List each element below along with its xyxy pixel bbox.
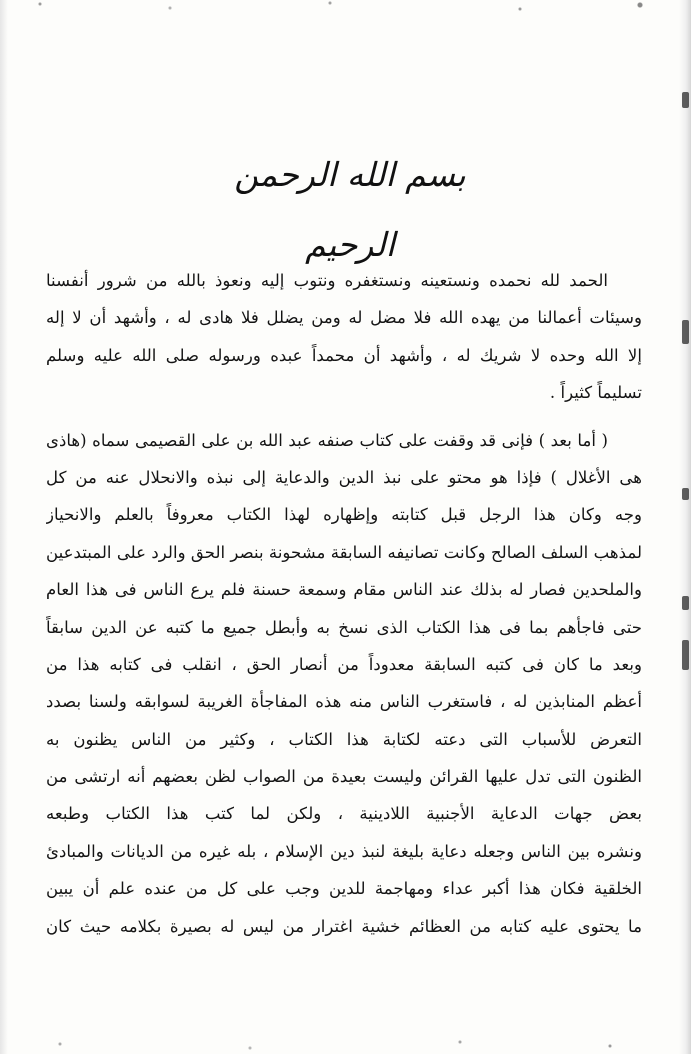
- text-line: التعرض للأسباب التى دعته لكتابة هذا الكتاب ، وكثير من الناس يظنون به: [46, 729, 642, 749]
- scan-mark: [682, 640, 689, 670]
- text-line: وسيئات أعمالنا من يهده الله فلا مضل له ومن يضلل فلا هادى له ، وأشهد أن لا إله: [46, 308, 642, 328]
- scan-mark: [682, 92, 689, 108]
- scan-mark: [682, 488, 689, 500]
- main-text: [46, 262, 642, 945]
- text-line: وجه وكان هذا الرجل قبل كتابته وإظهاره لهذا الكتاب معروفاً بالعلم والانحياز: [46, 505, 642, 525]
- text-line: الخلقية فكان هذا أكبر عداء ومهاجمة للدين وجب على كل من عنده علم أن يبين: [46, 879, 642, 899]
- basmala-heading: بسم الله الرحمن الرحيم: [234, 155, 466, 264]
- text-line: بعض جهات الدعاية الأجنبية اللادينية ، ولكن لما كتب هذا الكتاب وطبعه: [46, 804, 642, 824]
- text-line: إلا الله وحده لا شريك له ، وأشهد أن محمداً عبده ورسوله صلى الله عليه وسلم: [46, 345, 642, 365]
- text-line: هى الأغلال ) فإذا هو محتو على نبذ الدين والدعاية إلى نبذه والانحلال عنه من كل: [46, 467, 642, 487]
- text-line: وبعد ما كان فى كتبه السابقة معدوداً من أنصار الحق ، انقلب فى كتابه هذا من: [46, 654, 642, 674]
- scan-mark: [682, 320, 689, 344]
- text-line: لمذهب السلف الصالح وكانت تصانيفه السابقة مشحونة بنصر الحق والرد على المبتدعين: [46, 542, 642, 562]
- text-line: الحمد لله نحمده ونستعينه ونستغفره ونتوب إليه ونعوذ بالله من شرور أنفسنا: [46, 271, 608, 290]
- paragraph-main: [46, 422, 642, 945]
- scan-edge-right: [679, 0, 691, 1054]
- text-line: ما يحتوى عليه كتابه من العظائم خشية اغترار من ليس له بصيرة بكلامه حيث كان: [46, 916, 642, 936]
- text-line: والملحدين فصار له بذلك عند الناس مقام وسمعة حسنة فلم يرع الناس فى هذا العام: [46, 580, 642, 600]
- text-line: ونشره بين الناس وجعله دعاية بليغة لنبذ دين الإسلام ، بله غيره من الديانات والمبادئ: [46, 841, 642, 861]
- paragraph-opening: [46, 262, 642, 412]
- scan-edge-bottom: [0, 1030, 691, 1054]
- text-line: ( أما بعد ) فإنى قد وقفت على كتاب صنفه عبد الله بن على القصيمى سماه (هاذى: [46, 430, 608, 450]
- text-line: حتى فاجأهم بما فى هذا الكتاب الذى نسخ به وأبطل جميع ما كتبه عن الدين سابقاً: [46, 617, 642, 637]
- scan-edge-top: [0, 0, 691, 14]
- scan-edge-left: [0, 0, 8, 1054]
- text-line: أعظم المنابذين له ، فاستغرب الناس منه هذه المفاجأة الغريبة لسوابقه ولسنا بصدد: [46, 692, 642, 712]
- text-line: الظنون التى تدل عليها القرائن وليست بعيدة من الصواب لظن بعضهم أنه ارتشى من: [46, 767, 642, 787]
- text-line: تسليماً كثيراً .: [549, 383, 642, 403]
- scan-mark: [682, 596, 689, 610]
